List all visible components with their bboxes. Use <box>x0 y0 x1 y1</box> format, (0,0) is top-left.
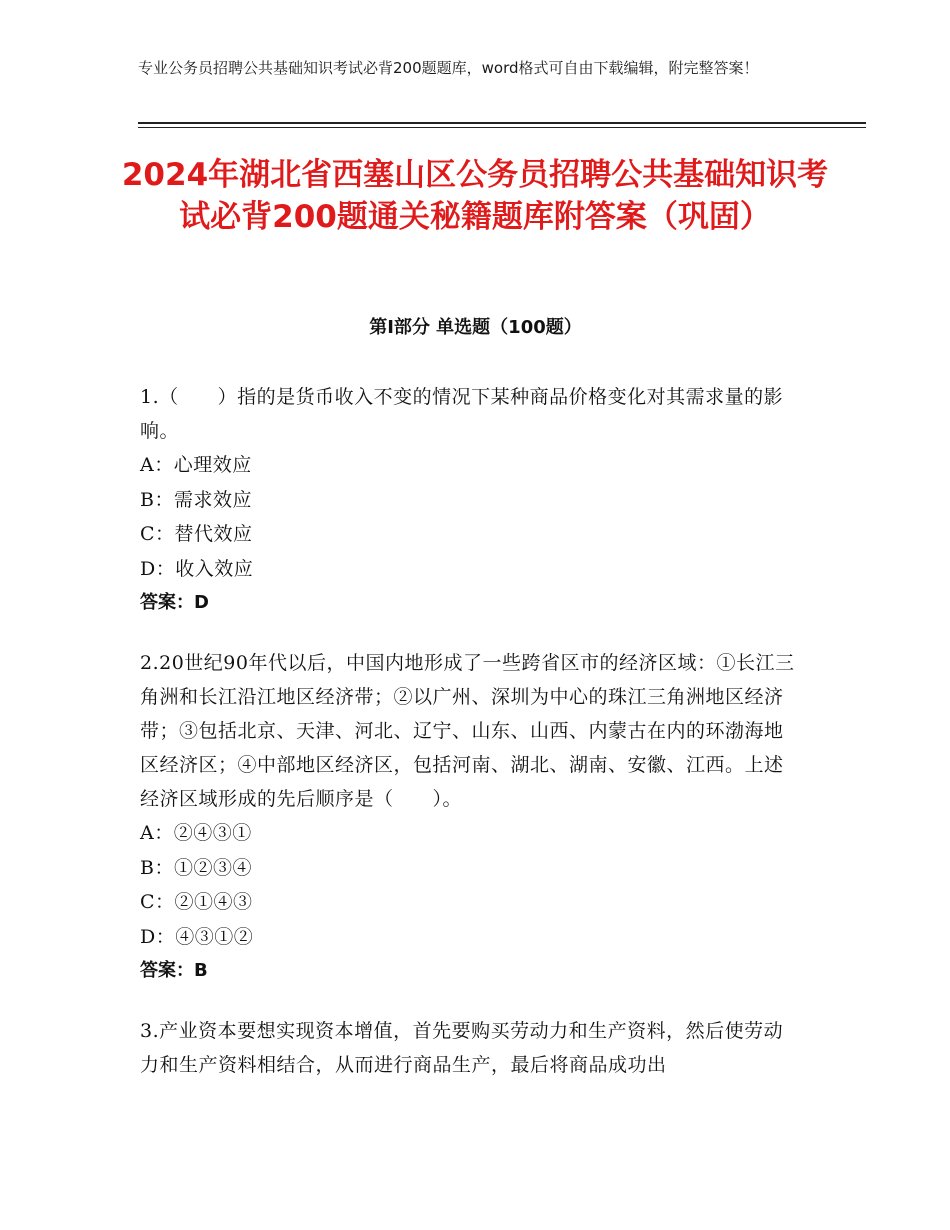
option-a: A：②④③① <box>140 822 252 844</box>
question-stem: 2.20世纪90年代以后，中国内地形成了一些跨省区市的经济区域：①长江三角洲和长江沿江地区经济带；②以广州、深圳为中心的珠江三角洲地区经济带；③包括北京、天津、河北、辽宁、山东、山西、内蒙古在内的环渤海地区经济区；④中部地区经济区，包括河南、湖北、湖南、安徽、江西。上述经济区域形成的先后顺序是（ ）。 <box>140 652 795 810</box>
header-note: 专业公务员招聘公共基础知识考试必背200题题库，word格式可自由下载编辑，附完整答案！ <box>138 59 759 77</box>
answer: 答案：D <box>140 592 209 613</box>
option-b: B：需求效应 <box>140 488 252 511</box>
question-1 <box>140 380 800 620</box>
header-divider-thick <box>138 122 866 124</box>
question-list <box>140 380 800 1108</box>
option-b: B：①②③④ <box>140 856 252 879</box>
question-3 <box>140 1014 800 1082</box>
option-c: C：②①④③ <box>140 891 253 913</box>
section-heading: 第Ⅰ部分 单选题（100题） <box>369 317 582 338</box>
answer: 答案：B <box>140 960 208 981</box>
question-stem: 1.（ ）指的是货币收入不变的情况下某种商品价格变化对其需求量的影响。 <box>140 386 784 442</box>
option-c: C：替代效应 <box>140 523 253 545</box>
question-stem: 3.产业资本要想实现资本增值，首先要购买劳动力和生产资料，然后使劳动力和生产资料相结合，从而进行商品生产，最后将商品成功出 <box>140 1020 784 1076</box>
option-a: A：心理效应 <box>140 454 252 476</box>
question-2 <box>140 646 800 988</box>
option-d: D：收入效应 <box>140 557 254 580</box>
header-divider-thin <box>138 127 866 128</box>
document-title: 2024年湖北省西塞山区公务员招聘公共基础知识考试必背200题通关秘籍题库附答案（巩固） <box>121 157 829 235</box>
option-d: D：④③①② <box>140 925 254 948</box>
